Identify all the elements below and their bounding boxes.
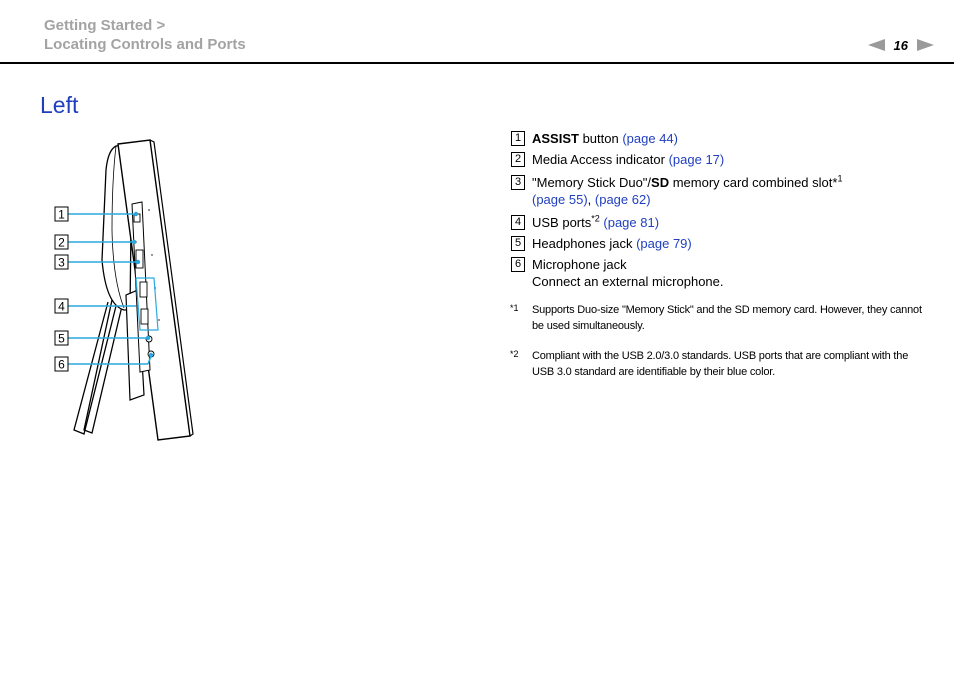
item-number: 2 — [511, 152, 525, 167]
page-link[interactable]: (page 44) — [622, 131, 678, 146]
leader-dot-3 — [136, 260, 140, 264]
item-text: button — [578, 131, 623, 146]
leader-dot-6 — [149, 353, 153, 357]
memory-card-slot — [136, 250, 143, 268]
leader-dot-5 — [146, 336, 150, 340]
item-number: 5 — [511, 236, 525, 251]
usb-port-2 — [141, 309, 148, 324]
callout-label-3: 3 — [58, 255, 65, 270]
next-page-arrow-icon[interactable] — [917, 39, 934, 51]
component-list — [510, 130, 930, 380]
callout-label-2: 2 — [58, 235, 65, 250]
item-number: 3 — [511, 175, 525, 190]
item-text: Microphone jack — [532, 257, 627, 272]
item-number: 4 — [511, 215, 525, 230]
breadcrumb-page[interactable]: Locating Controls and Ports — [44, 36, 246, 53]
footnote-text: Compliant with the USB 2.0/3.0 standards. USB ports that are compliant with the USB 3.0 standard are identifiable by their blue color. — [532, 350, 909, 378]
previous-page-arrow-icon[interactable] — [868, 39, 885, 51]
device-left-side-figure — [50, 130, 210, 450]
page-number: 16 — [893, 37, 908, 53]
callout-label-4: 4 — [58, 299, 65, 314]
item-description: Connect an external microphone. — [532, 274, 724, 289]
footnote-ref: *2 — [591, 213, 600, 224]
list-item-card-slot — [510, 174, 930, 208]
page-link[interactable]: (page 81) — [603, 215, 660, 230]
list-item-media-access — [510, 151, 930, 168]
usb-port-1 — [140, 282, 147, 297]
breadcrumb-section[interactable]: Getting Started > — [44, 17, 166, 34]
item-number: 1 — [511, 131, 525, 146]
list-item-usb — [510, 214, 930, 231]
page-link[interactable]: (page 55) — [532, 192, 588, 207]
item-text: Headphones jack — [532, 236, 637, 251]
list-item-microphone — [510, 256, 930, 290]
callout-label-5: 5 — [58, 331, 65, 346]
item-text: Media Access indicator — [532, 152, 669, 167]
item-bold-label: ASSIST — [532, 131, 579, 146]
header-divider — [0, 62, 954, 64]
callout-label-1: 1 — [58, 207, 65, 222]
list-item-assist — [510, 130, 930, 147]
footnote-2 — [510, 348, 930, 380]
section-title: Left — [40, 92, 79, 118]
item-bold-label: SD — [651, 175, 670, 190]
page-link[interactable]: (page 79) — [636, 236, 692, 251]
callout-label-6: 6 — [58, 357, 65, 372]
footnote-mark: *1 — [510, 303, 519, 313]
page-navigation — [868, 37, 934, 53]
footnote-mark: *2 — [510, 349, 519, 359]
item-text: USB ports — [532, 215, 592, 230]
item-text: memory card combined slot* — [669, 175, 838, 190]
page-link[interactable]: (page 62) — [594, 192, 651, 207]
leader-dot-1 — [134, 212, 138, 216]
footnote-1 — [510, 302, 930, 334]
footnote-text: Supports Duo-size "Memory Stick" and the SD memory card. However, they cannot be used simultaneously. — [532, 304, 922, 332]
page-link[interactable]: (page 17) — [668, 152, 725, 167]
link-separator: , — [587, 192, 595, 207]
footnote-ref: 1 — [837, 173, 843, 184]
list-item-headphones — [510, 235, 930, 252]
item-number: 6 — [511, 257, 525, 272]
leader-dot-2 — [132, 240, 136, 244]
item-text: "Memory Stick Duo"/ — [532, 175, 652, 190]
